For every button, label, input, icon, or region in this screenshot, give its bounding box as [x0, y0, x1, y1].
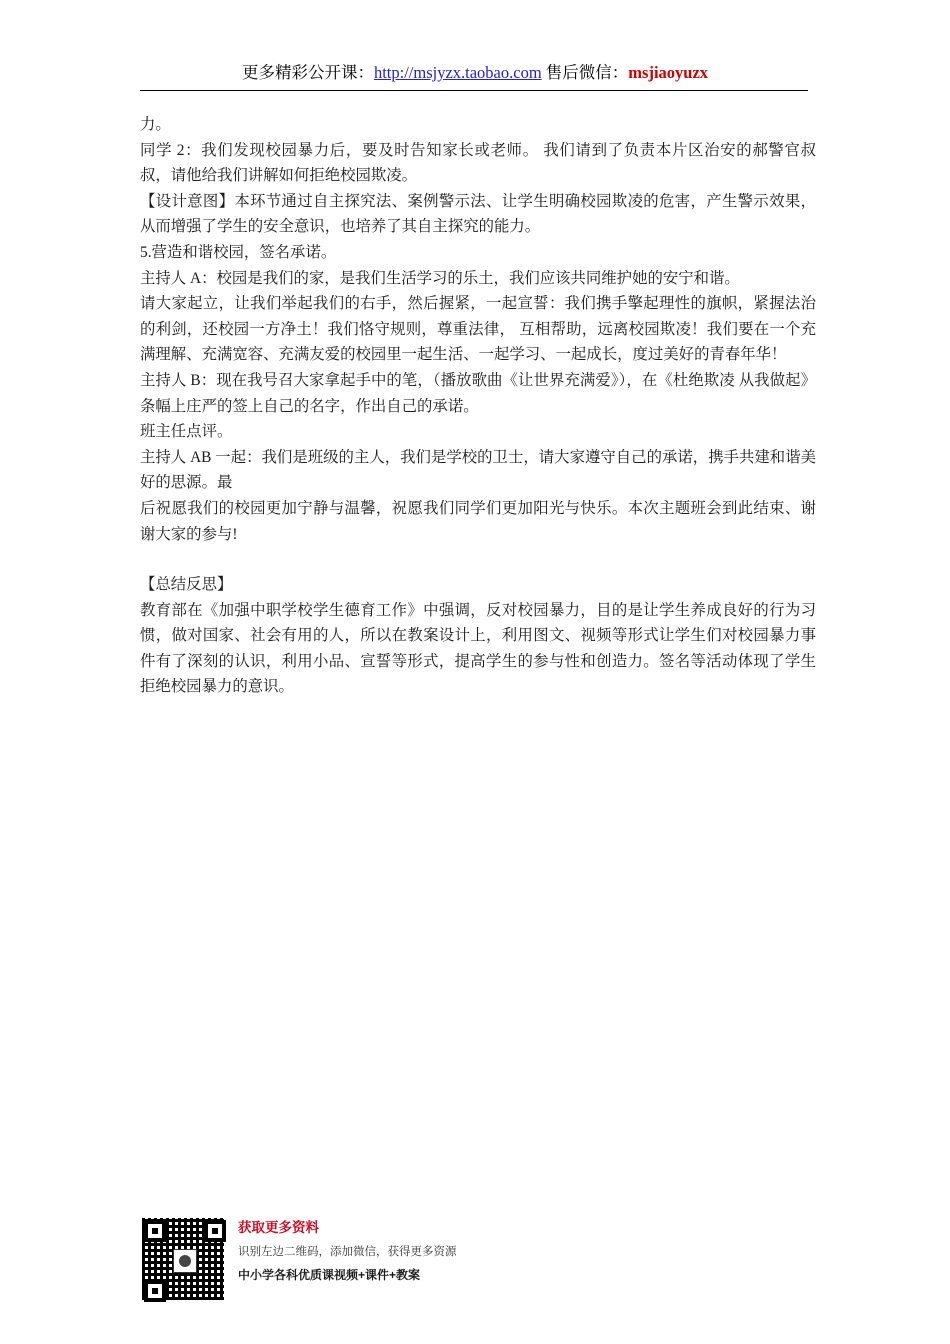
paragraph: 5.营造和谐校园，签名承诺。 [140, 243, 337, 261]
header-divider [140, 90, 808, 91]
paragraph: 请大家起立，让我们举起我们的右手，然后握紧，一起宣誓：我们携手擎起理性的旗帜，紧握法治的利剑，还校园一方净土！我们恪守规则，尊重法律， 互相帮助，远离校园欺凌！我们要在一个充满理解、充满宽容、充满友爱的校园里一起生活、一起学习、一起成长，度过美好的青春年华！ [140, 295, 816, 364]
paragraph: 主持人 AB 一起：我们是班级的主人，我们是学校的卫士，请大家遵守自己的承诺，携手共建和谐美好的思源。最 [140, 448, 816, 492]
footer-promo [140, 1216, 600, 1304]
qrcode-eye-top-right [204, 1220, 226, 1242]
paragraph: 主持人 A：校园是我们的家，是我们生活学习的乐土，我们应该共同维护她的安宁和谐。 [140, 269, 740, 287]
qrcode-center-logo [173, 1249, 197, 1273]
header-wechat-id: msjiaoyuzx [628, 63, 709, 82]
document-body [140, 112, 816, 700]
qrcode-image [140, 1216, 226, 1302]
footer-text-block [238, 1218, 578, 1284]
footer-line-2: 中小学各科优质课视频+课件+教案 [238, 1268, 421, 1282]
header-label: 更多精彩公开课： [241, 63, 374, 82]
summary-paragraph: 教育部在《加强中职学校学生德育工作》中强调，反对校园暴力，目的是让学生养成良好的行为习惯，做对国家、社会有用的人，所以在教案设计上，利用图文、视频等形式让学生们对校园暴力事件有了深刻的认识，利用小品、宣誓等形式，提高学生的参与性和创造力。签名等活动体现了学生拒绝校园暴力的意识。 [140, 601, 816, 696]
header-shop-link[interactable]: http://msjyzx.taobao.com [373, 63, 542, 82]
paragraph: 后祝愿我们的校园更加宁静与温馨，祝愿我们同学们更加阳光与快乐。本次主题班会到此结束、谢谢大家的参与! [140, 499, 816, 543]
paragraph: 同学 2：我们发现校园暴力后，要及时告知家长或老师。 我们请到了负责本片区治安的郝警官叔叔，请他给我们讲解如何拒绝校园欺凌。 [140, 141, 816, 185]
footer-line-1: 识别左边二维码，添加微信，获得更多资源 [238, 1246, 457, 1258]
footer-title: 获取更多资料 [238, 1220, 319, 1235]
page-header [140, 62, 810, 84]
qrcode-eye-top-left [144, 1220, 166, 1242]
header-after-text: 售后微信： [541, 63, 629, 82]
summary-heading: 【总结反思】 [140, 576, 233, 594]
paragraph: 力。 [140, 116, 171, 133]
paragraph: 班主任点评。 [140, 423, 233, 441]
qrcode-pattern [142, 1218, 228, 1304]
paragraph: 【设计意图】本环节通过自主探究法、案例警示法、让学生明确校园欺凌的危害，产生警示效果，从而增强了学生的安全意识，也培养了其自主探究的能力。 [140, 192, 816, 236]
paragraph: 主持人 B：现在我号召大家拿起手中的笔，（播放歌曲《让世界充满爱》），在《杜绝欺凌 从我做起》条幅上庄严的签上自己的名字，作出自己的承诺。 [140, 371, 816, 415]
qrcode-eye-bottom-left [144, 1280, 166, 1302]
